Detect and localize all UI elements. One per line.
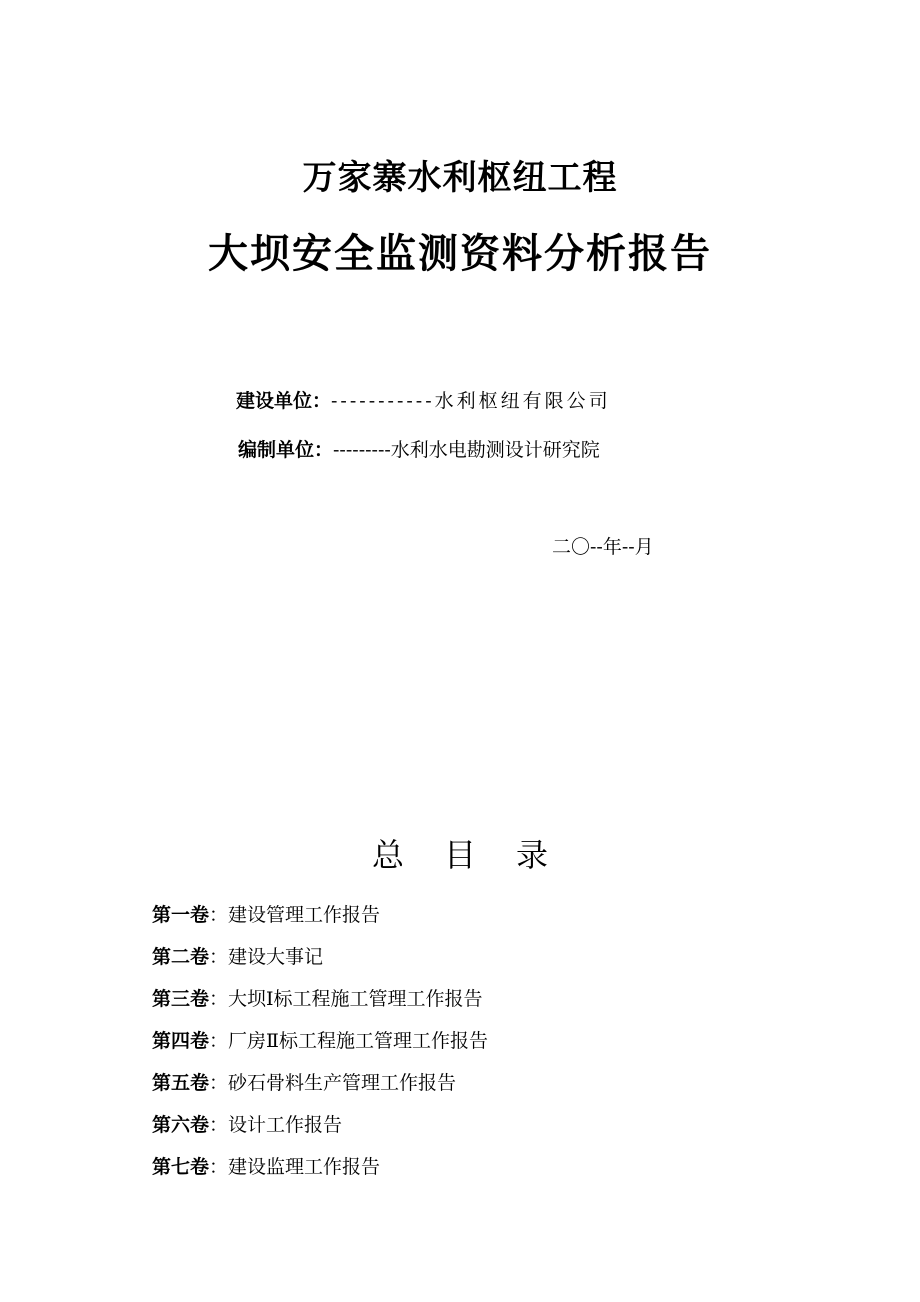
toc-name: 建设监理工作报告 [228,1156,381,1178]
toc-separator: ： [209,946,229,968]
compiling-unit-value: ---------水利水电勘测设计研究院 [333,439,600,461]
toc-volume: 第五卷 [152,1072,210,1094]
toc-name: 砂石骨料生产管理工作报告 [228,1072,457,1094]
toc-item [152,1110,488,1152]
toc-volume: 第七卷 [152,1156,210,1178]
toc-item [152,984,488,1026]
toc-item [152,1026,488,1068]
toc-volume: 第一卷 [152,904,210,926]
construction-unit-row [236,386,611,413]
toc-volume: 第二卷 [152,946,210,968]
compiling-unit-row [238,435,600,462]
project-title: 万家寨水利枢纽工程 [302,158,618,198]
report-date: 二〇--年--月 [552,536,654,558]
toc-title: 总目录 [371,836,588,874]
toc-name: 建设管理工作报告 [228,904,381,926]
toc-separator: ： [209,1030,229,1052]
toc-volume: 第六卷 [152,1114,210,1136]
toc-name: 大坝Ⅰ标工程施工管理工作报告 [228,988,483,1010]
toc-list [152,900,488,1194]
toc-separator: ： [209,1156,229,1178]
toc-item [152,1068,488,1110]
toc-volume: 第三卷 [152,988,210,1010]
toc-name: 设计工作报告 [228,1114,343,1136]
toc-name: 建设大事记 [228,946,324,968]
toc-name: 厂房Ⅱ标工程施工管理工作报告 [228,1030,488,1052]
toc-volume: 第四卷 [152,1030,210,1052]
compiling-unit-label: 编制单位： [238,439,334,461]
toc-item [152,942,488,984]
toc-separator: ： [209,988,229,1010]
construction-unit-label: 建设单位： [236,390,332,412]
toc-separator: ： [209,904,229,926]
toc-separator: ： [209,1114,229,1136]
toc-item [152,1152,488,1194]
report-title: 大坝安全监测资料分析报告 [208,230,712,277]
toc-separator: ： [209,1072,229,1094]
toc-item [152,900,488,942]
construction-unit-value: -----------水利枢纽有限公司 [331,390,611,412]
